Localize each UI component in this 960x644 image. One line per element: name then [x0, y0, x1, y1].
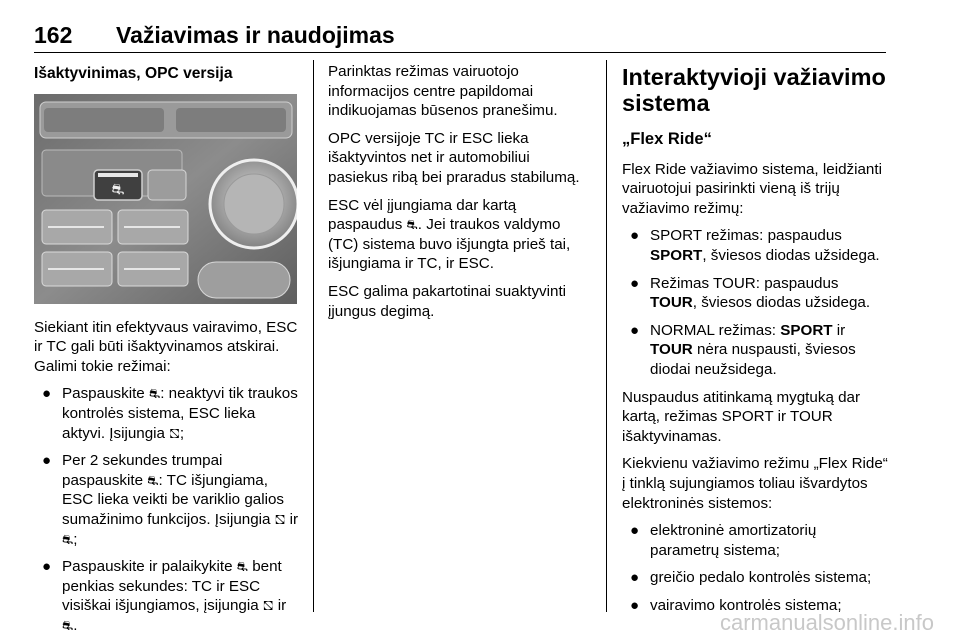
button-name: TOUR — [650, 294, 693, 312]
bullet-icon: ● — [630, 569, 640, 587]
esc-switch-photo — [34, 94, 297, 304]
bullet-icon: ● — [42, 385, 52, 403]
esc-off-icon: ⛐ — [62, 531, 74, 547]
paragraph: ESC galima pakartotinai suaktyvinti įjungus degimą. — [328, 282, 567, 320]
list-item: ● NORMAL režimas: SPORT ir TOUR nėra nuspausti, šviesos diodai neužsidega. — [630, 321, 856, 378]
subsection-heading: „Flex Ride“ — [622, 130, 712, 148]
bullet-icon: ● — [630, 596, 640, 614]
watermark: carmanualsonline.info — [719, 610, 934, 635]
page-number: 162 — [34, 22, 73, 48]
button-name: SPORT — [780, 321, 833, 339]
page-header — [34, 22, 886, 50]
intro-paragraph: Siekiant itin efektyvaus vairavimo, ESC ir TC gali būti išaktyvinamos atskirai. Galimi tokie režimai: — [34, 318, 298, 375]
section-heading: Interaktyvioji važiavimo sistema — [622, 64, 886, 116]
paragraph: OPC versijoje TC ir ESC lieka išaktyvintos net ir automobiliui pasiekus ribą bei praradus stabilumą. — [328, 129, 580, 186]
esc-off-icon: ⛐ — [236, 559, 248, 575]
section-title: Išaktyvinimas, OPC versija — [34, 65, 233, 82]
tc-off-icon: ⛞ — [262, 598, 274, 614]
bullet-icon: ● — [630, 321, 640, 339]
tc-off-icon: ⛞ — [169, 425, 180, 441]
running-title: Važiavimas ir naudojimas — [116, 22, 395, 48]
paragraph: Flex Ride važiavimo sistema, leidžianti vairuotojui pasirinkti vieną iš trijų važiavimo režimų: — [622, 160, 882, 217]
column-right — [622, 62, 888, 623]
list-item: ● Paspauskite ⛐: neaktyvi tik traukos kontrolės sistema, ESC lieka aktyvi. Įsijungia ⛞; — [42, 385, 298, 442]
list-item: ● greičio pedalo kontrolės sistema; — [630, 569, 872, 587]
mode-list — [34, 384, 300, 635]
column-divider — [606, 60, 607, 612]
list-item: ● vairavimo kontrolės sistema; — [630, 596, 842, 614]
list-item: ● SPORT režimas: paspaudus SPORT, šviesos diodas užsidega. — [630, 227, 880, 264]
paragraph: Parinktas režimas vairuotojo informacijos centre papildomai indikuojamas būsenos pranešimu. — [328, 63, 558, 120]
column-left — [34, 62, 300, 644]
svg-text:⛐: ⛐ — [111, 179, 125, 198]
list-item: ● Režimas TOUR: paspaudus TOUR, šviesos diodas užsidega. — [630, 274, 871, 312]
paragraph: ESC vėl įjungiama dar kartą paspaudus ⛐. Jei traukos valdymo (TC) sistema buvo išjungta prieš tai, išjungiama ir TC, ir ESC. — [328, 196, 571, 273]
column-middle — [328, 62, 592, 329]
header-rule — [34, 52, 886, 53]
bullet-icon: ● — [630, 227, 640, 245]
column-divider — [313, 60, 314, 612]
bullet-icon: ● — [42, 558, 52, 576]
esc-off-icon: ⛐ — [406, 217, 418, 233]
button-name: SPORT — [650, 246, 703, 264]
button-name: TOUR — [650, 341, 693, 359]
systems-list — [622, 521, 888, 615]
bullet-icon: ● — [630, 522, 640, 540]
tc-off-icon: ⛞ — [274, 511, 286, 527]
list-item: ● Paspauskite ir palaikykite ⛐ bent penkias sekundes: TC ir ESC visiškai išjungiamos, įsijungia ⛞ ir ⛐. — [42, 558, 287, 634]
list-item: ● Per 2 sekundes trumpai paspauskite ⛐: TC išjungiama, ESC lieka veikti be variklio galios sumažinimo funkcijos. Įsijungia ⛞ ir ⛐; — [42, 452, 298, 548]
paragraph: Nuspaudus atitinkamą mygtuką dar kartą, režimas SPORT ir TOUR išaktyvinamas. — [622, 388, 861, 445]
bullet-icon: ● — [630, 274, 640, 292]
drive-mode-list — [622, 226, 888, 379]
bullet-icon: ● — [42, 452, 52, 470]
esc-off-icon: ⛐ — [62, 617, 74, 633]
paragraph: Kiekvienu važiavimo režimu „Flex Ride“ į tinklą sujungiamos toliau išvardytos elektroninės sistemos: — [622, 455, 888, 512]
list-item: ● elektroninė amortizatorių parametrų sistema; — [630, 522, 817, 559]
esc-off-icon: ⛐ — [147, 472, 159, 488]
esc-off-icon: ⛐ — [148, 386, 161, 402]
